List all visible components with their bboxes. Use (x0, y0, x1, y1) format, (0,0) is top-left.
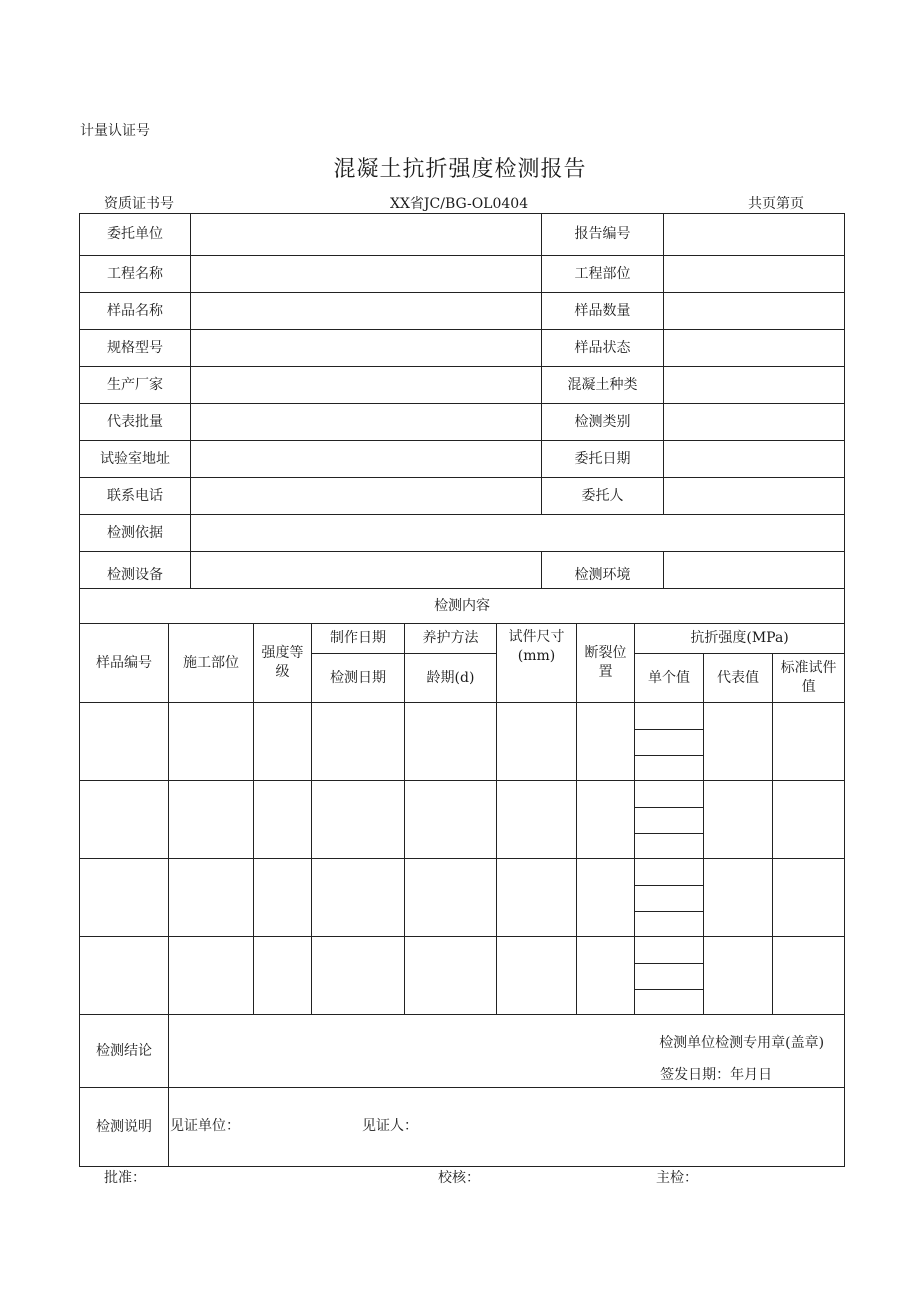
info-value-right (664, 256, 845, 293)
info-value-right (664, 478, 845, 515)
info-label-left: 试验室地址 (80, 441, 191, 478)
single-values-cell (635, 703, 704, 781)
equipment-value (191, 552, 542, 589)
info-row (80, 404, 845, 441)
issue-date: 签发日期：年月日 (660, 1067, 773, 1083)
basis-value (191, 515, 845, 552)
col-single: 单个值 (635, 654, 704, 703)
col-sample-no: 样品编号 (80, 624, 169, 703)
info-label-left: 样品名称 (80, 293, 191, 330)
info-label-right: 混凝土种类 (542, 367, 664, 404)
info-label-right: 委托日期 (542, 441, 664, 478)
col-size (497, 624, 577, 703)
content-header-row-1 (80, 624, 845, 654)
environment-label: 检测环境 (542, 552, 664, 589)
info-value-left (191, 293, 542, 330)
content-section-title: 检测内容 (80, 589, 845, 624)
info-row-basis (80, 515, 845, 552)
info-value-left (191, 367, 542, 404)
review-label: 校核： (438, 1170, 480, 1186)
info-label-right: 工程部位 (542, 256, 664, 293)
info-label-right: 样品数量 (542, 293, 664, 330)
col-age: 龄期(d) (405, 654, 497, 703)
info-row-equipment (80, 552, 845, 589)
main-test-label: 主检： (656, 1170, 698, 1186)
info-value-right (664, 404, 845, 441)
info-row (80, 214, 845, 256)
col-strength: 抗折强度(MPa) (635, 624, 845, 654)
info-label-left: 代表批量 (80, 404, 191, 441)
conclusion-row (80, 1015, 845, 1088)
basis-label: 检测依据 (80, 515, 191, 552)
seal-text: 检测单位检测专用章(盖章) (659, 1035, 825, 1051)
info-value-left (191, 330, 542, 367)
info-label-right: 样品状态 (542, 330, 664, 367)
col-curing: 养护方法 (405, 624, 497, 654)
col-test-date: 检测日期 (312, 654, 405, 703)
single-values-cell (635, 937, 704, 1015)
table-row (80, 703, 845, 781)
info-row (80, 367, 845, 404)
single-values-cell (635, 781, 704, 859)
metrology-cert-label: 计量认证号 (80, 123, 150, 139)
table-row (80, 937, 845, 1015)
info-label-right: 委托人 (542, 478, 664, 515)
environment-value (664, 552, 845, 589)
col-std: 标准试件值 (773, 654, 845, 703)
content-section-row (80, 589, 845, 624)
info-value-right (664, 214, 845, 256)
info-value-right (664, 330, 845, 367)
table-row (80, 859, 845, 937)
qualification-label: 资质证书号 (104, 196, 174, 212)
info-row (80, 441, 845, 478)
notes-value (169, 1088, 845, 1167)
info-label-right: 检测类别 (542, 404, 664, 441)
info-row (80, 330, 845, 367)
info-value-right (664, 293, 845, 330)
info-label-left: 工程名称 (80, 256, 191, 293)
info-label-left: 规格型号 (80, 330, 191, 367)
info-body (80, 214, 845, 589)
table-row (80, 781, 845, 859)
info-label-left: 委托单位 (80, 214, 191, 256)
notes-label: 检测说明 (80, 1088, 169, 1167)
col-make-date: 制作日期 (312, 624, 405, 654)
info-value-left (191, 214, 542, 256)
col-size-label: 试件尺寸 (508, 629, 565, 645)
info-label-left: 生产厂家 (80, 367, 191, 404)
conclusion-value (169, 1015, 845, 1088)
conclusion-label: 检测结论 (80, 1015, 169, 1088)
page-info: 共页第页 (748, 196, 804, 212)
info-row (80, 293, 845, 330)
info-value-right (664, 367, 845, 404)
approve-label: 批准： (104, 1170, 146, 1186)
info-row (80, 478, 845, 515)
info-table (79, 213, 845, 589)
notes-row (80, 1088, 845, 1167)
page-title: 混凝土抗折强度检测报告 (333, 157, 587, 182)
info-value-left (191, 441, 542, 478)
info-value-left (191, 256, 542, 293)
info-label-right: 报告编号 (542, 214, 664, 256)
info-value-right (664, 441, 845, 478)
col-break: 断裂位置 (577, 624, 635, 703)
doc-code: XX省JC/BG-OL0404 (390, 196, 529, 212)
info-label-left: 联系电话 (80, 478, 191, 515)
witness-unit-label: 见证单位： (170, 1118, 240, 1134)
info-value-left (191, 478, 542, 515)
witness-person-label: 见证人： (362, 1118, 418, 1134)
content-table (79, 588, 845, 1167)
col-grade: 强度等级 (254, 624, 312, 703)
col-size-unit: (mm) (517, 647, 556, 664)
single-values-cell (635, 859, 704, 937)
info-value-left (191, 404, 542, 441)
col-location: 施工部位 (169, 624, 254, 703)
equipment-label: 检测设备 (80, 552, 191, 589)
info-row (80, 256, 845, 293)
col-rep: 代表值 (704, 654, 773, 703)
